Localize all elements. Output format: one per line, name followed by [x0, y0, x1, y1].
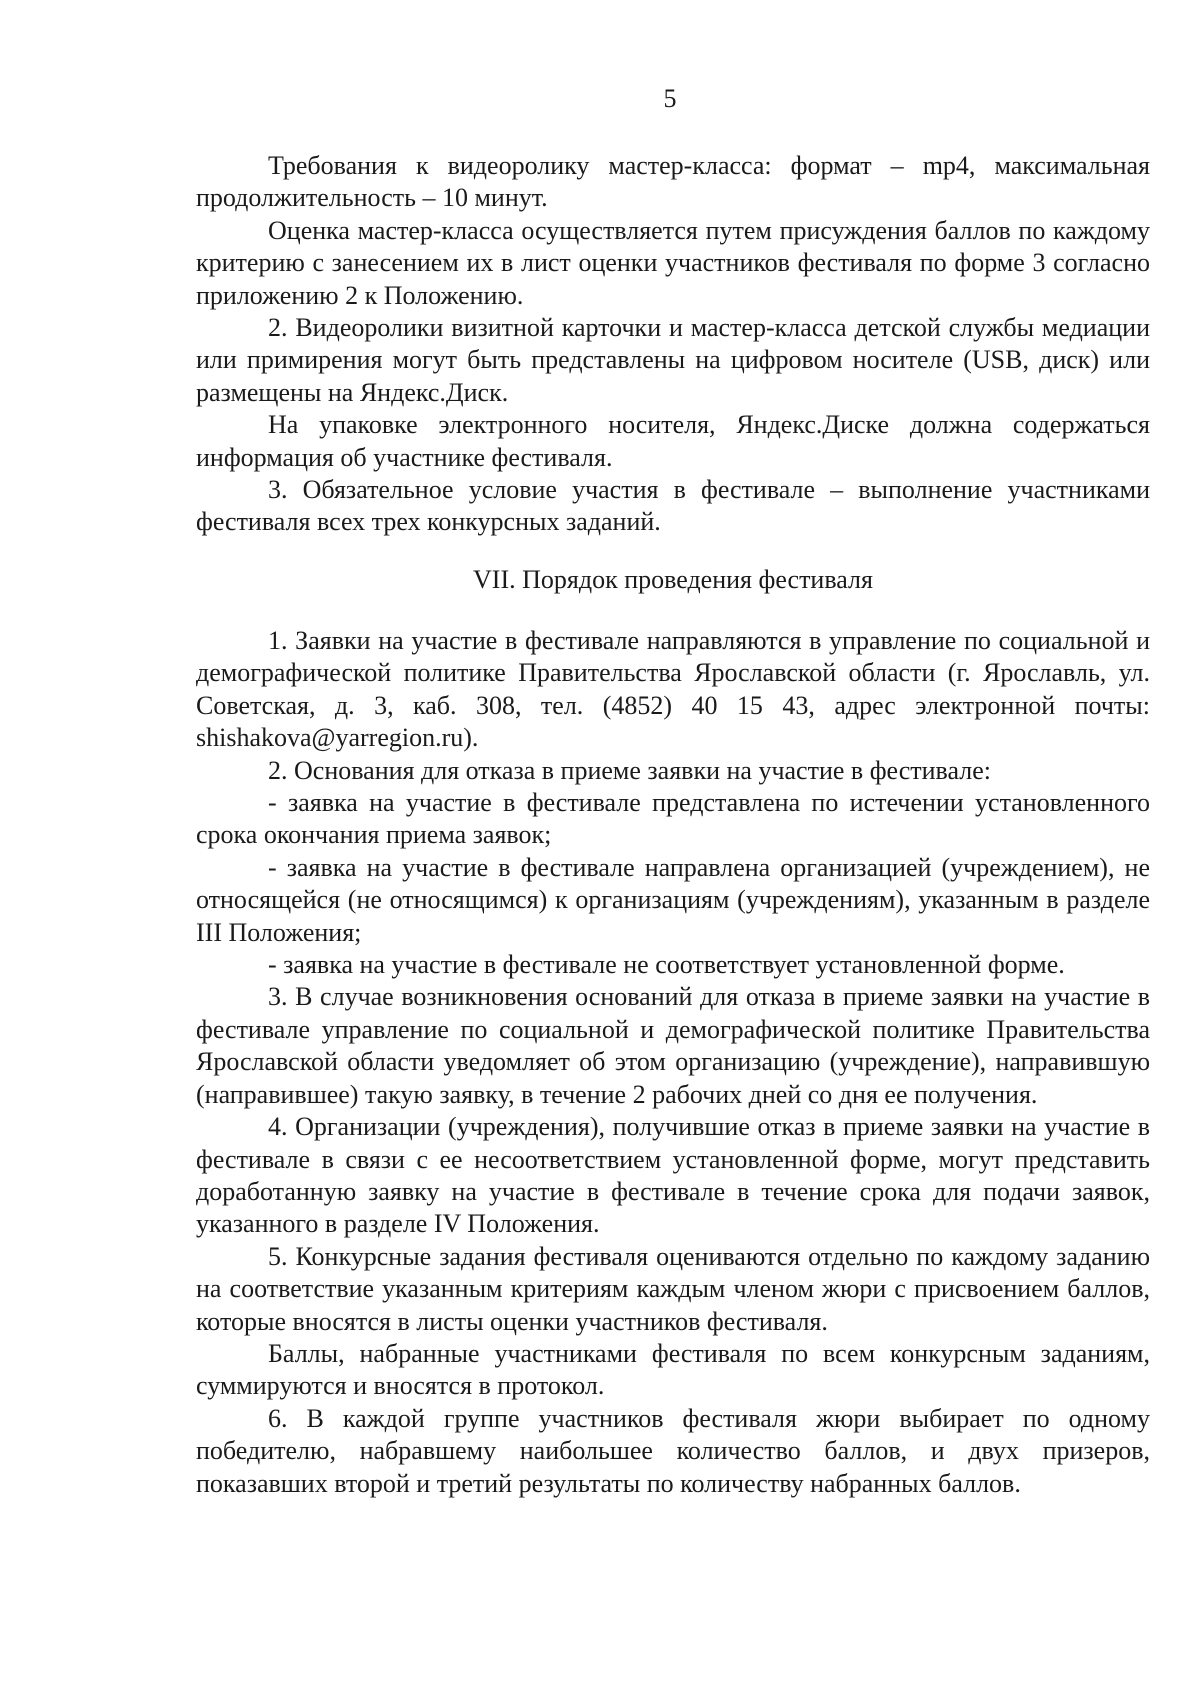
- paragraph: На упаковке электронного носителя, Яндекс.Диске должна содержаться информация об участнике фестиваля.: [196, 410, 1150, 472]
- paragraph: 3. В случае возникновения оснований для отказа в приеме заявки на участие в фестивале управление по социальной и демографической политике Правительства Ярославской области уведомляет об этом организацию (учреждение), направившую (направившее) такую заявку, в течение 2 рабочих дней со дня ее получения.: [196, 982, 1150, 1109]
- top-text-block: [196, 150, 1150, 539]
- paragraph: 5. Конкурсные задания фестиваля оцениваются отдельно по каждому заданию на соответствие указанным критериям каждым членом жюри с присвоением баллов, которые вносятся в листы оценки участников фестиваля.: [196, 1241, 1150, 1336]
- page-number: 5: [663, 84, 677, 113]
- list-item: - заявка на участие в фестивале представлена по истечении установленного срока окончания приема заявок;: [196, 788, 1150, 850]
- list-item: - заявка на участие в фестивале не соответствует установленной форме.: [268, 950, 1065, 980]
- paragraph: 4. Организации (учреждения), получившие отказ в приеме заявки на участие в фестивале в связи с ее несоответствием установленной форме, могут представить доработанную заявку на участие в фестивале в течение срока для подачи заявок, указанного в разделе IV Положения.: [196, 1112, 1150, 1239]
- paragraph: 3. Обязательное условие участия в фестивале – выполнение участниками фестиваля всех трех конкурсных заданий.: [196, 475, 1150, 537]
- paragraph: 6. В каждой группе участников фестиваля жюри выбирает по одному победителю, набравшему наибольшее количество баллов, и двух призеров, показавших второй и третий результаты по количеству набранных баллов.: [196, 1403, 1150, 1498]
- paragraph: Требования к видеоролику мастер-класса: формат – mp4, максимальная продолжительность – 10 минут.: [196, 151, 1150, 213]
- section-heading: VII. Порядок проведения фестиваля: [473, 565, 873, 594]
- paragraph: 1. Заявки на участие в фестивале направляются в управление по социальной и демографической политике Правительства Ярославской области (г. Ярославль, ул. Советская, д. 3, каб. 308, тел. (4852) 40 15 43, адрес электронной почты: shishakova@yarregion.ru).: [196, 626, 1150, 753]
- paragraph: Баллы, набранные участниками фестиваля по всем конкурсным заданиям, суммируются и вносятся в протокол.: [196, 1338, 1150, 1401]
- bottom-text-block: [196, 625, 1150, 1500]
- paragraph: 2. Видеоролики визитной карточки и мастер-класса детской службы медиации или примирения могут быть представлены на цифровом носителе (USB, диск) или размещены на Яндекс.Диск.: [196, 313, 1150, 407]
- list-item: - заявка на участие в фестивале направлена организацией (учреждением), не относящейся (не относящимся) к организациям (учреждениям), указанным в разделе III Положения;: [196, 852, 1150, 947]
- paragraph: 2. Основания для отказа в приеме заявки на участие в фестивале:: [268, 755, 991, 785]
- paragraph: Оценка мастер-класса осуществляется путем присуждения баллов по каждому критерию с занесением их в лист оценки участников фестиваля по форме 3 согласно приложению 2 к Положению.: [196, 215, 1150, 310]
